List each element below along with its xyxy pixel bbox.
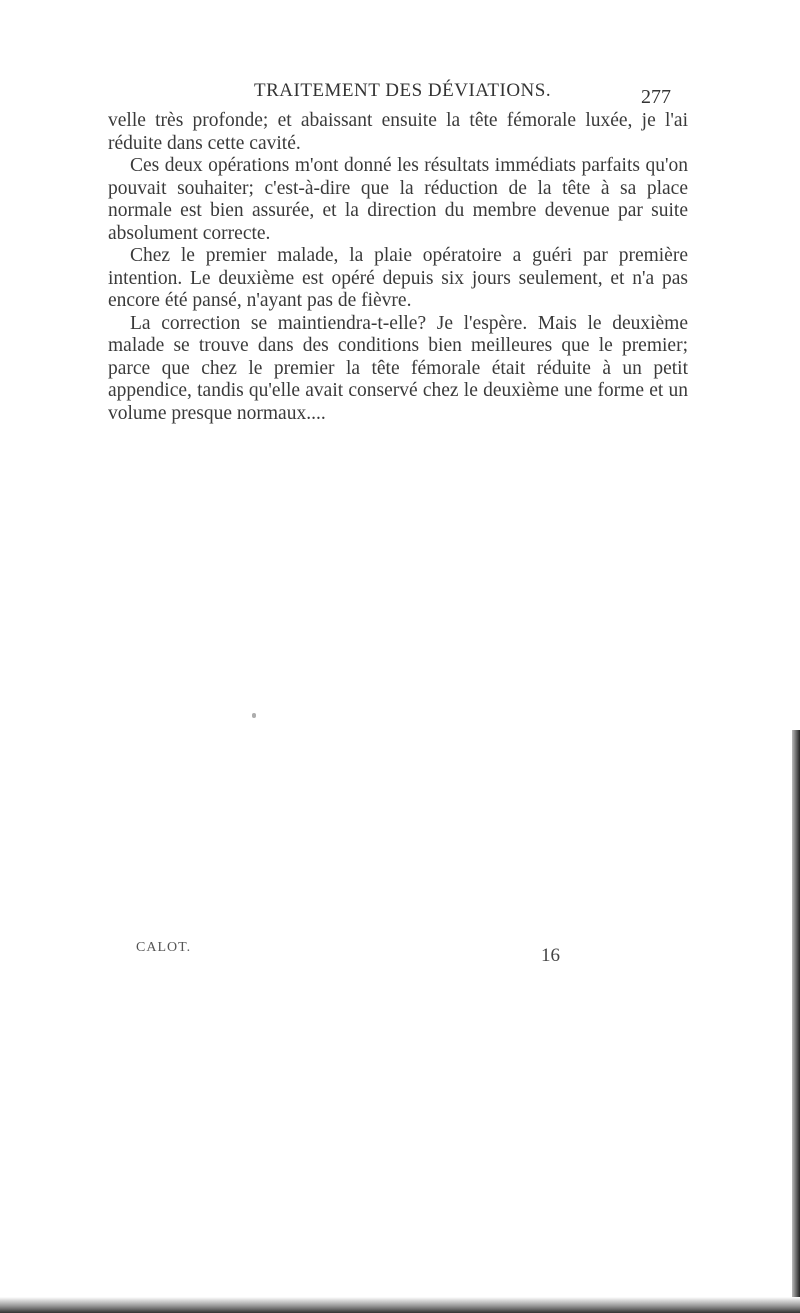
page-number: 277 [641, 86, 671, 108]
printer-signature: CALOT. [136, 940, 192, 955]
ink-smudge [252, 713, 256, 718]
scan-bottom-shadow [0, 1297, 800, 1313]
body-text [108, 110, 688, 425]
paragraph: velle très profonde; et abaissant ensuite la tête fémorale luxée, je l'ai réduite dans cette cavité. [108, 110, 688, 154]
scan-edge-shadow [792, 730, 800, 1313]
paragraph: La correction se maintiendra-t-elle? Je l'espère. Mais le deuxième malade se trouve dans des conditions bien meilleures que le premier; parce que chez le premier la tête fémorale était réduite à un petit appendice, tandis qu'elle avait conservé chez le deuxième une forme et un volume presque normaux.... [108, 312, 688, 424]
paragraph: Chez le premier malade, la plaie opératoire a guéri par première intention. Le deuxième est opéré depuis six jours seulement, et n'a pas encore été pansé, n'ayant pas de fièvre. [108, 245, 688, 311]
running-title: TRAITEMENT DES DÉVIATIONS. [254, 80, 552, 101]
sheet-number: 16 [541, 945, 560, 966]
paragraph: Ces deux opérations m'ont donné les résultats immédiats parfaits qu'on pouvait souhaiter; c'est-à-dire que la réduction de la tête à sa place normale est bien assurée, et la direction du membre devenue par suite absolument correcte. [108, 155, 688, 244]
page-header [0, 80, 800, 110]
